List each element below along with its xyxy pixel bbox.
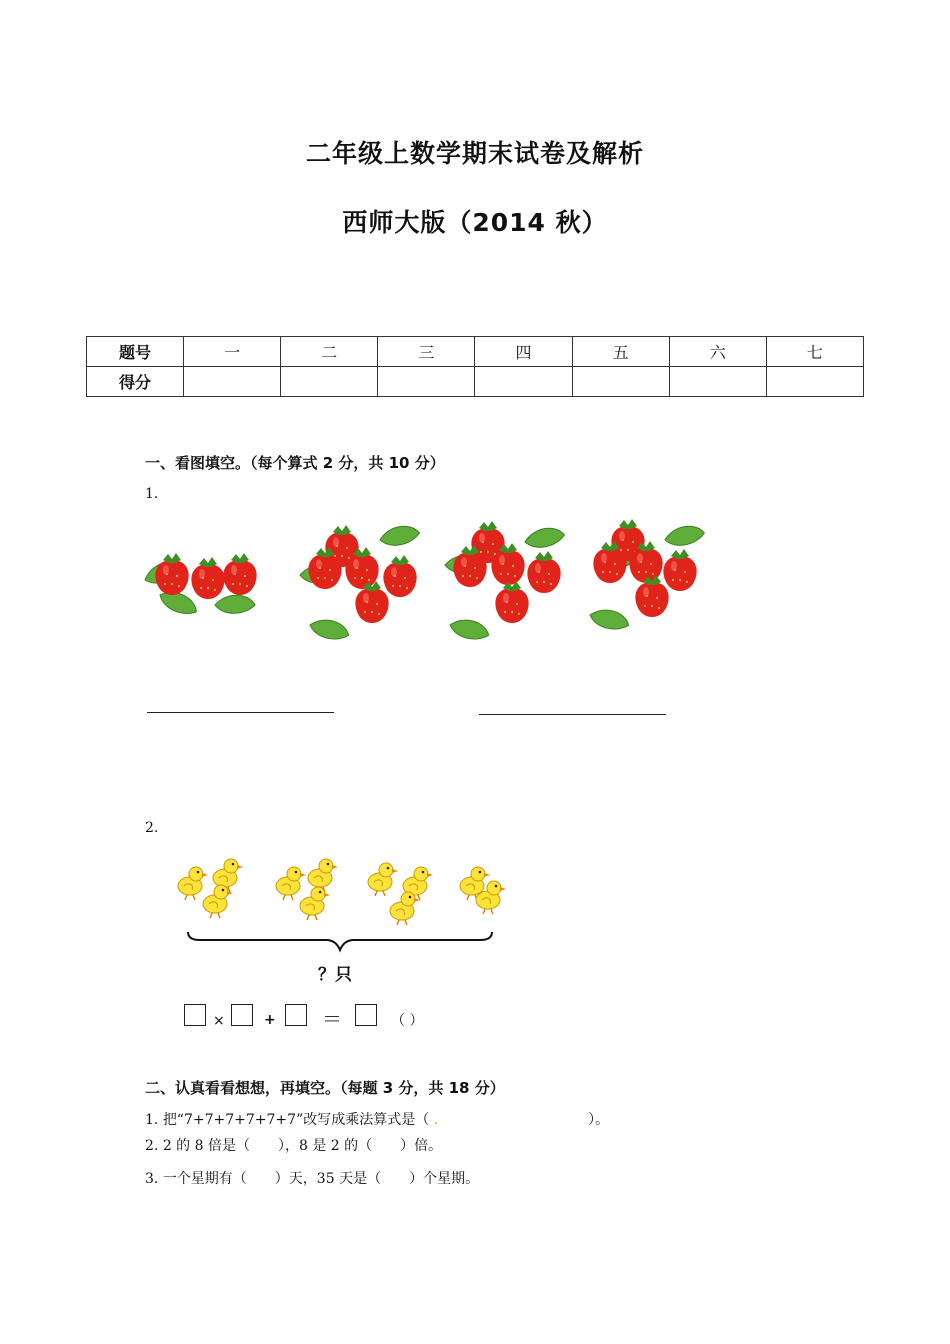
score-cell[interactable]: [572, 367, 669, 397]
equation-box[interactable]: [285, 1004, 307, 1026]
item-text: 把“7+7+7+7+7+7”改写成乘法算式是（: [162, 1112, 430, 1128]
equation-box[interactable]: [184, 1004, 206, 1026]
chick-group: [460, 867, 506, 914]
column-header: 四: [475, 337, 572, 367]
item-number: 1.: [145, 1112, 159, 1128]
curly-brace: [186, 930, 494, 954]
strawberry-group: [142, 553, 257, 619]
column-header: 二: [281, 337, 378, 367]
section-2-item-3: [145, 1168, 479, 1188]
score-cell[interactable]: [281, 367, 378, 397]
page-subtitle: 西师大版（2014 秋）: [342, 208, 608, 237]
question-2-number: 2.: [145, 820, 159, 836]
strawberry-group: [300, 523, 421, 643]
item-number: 3.: [145, 1171, 159, 1187]
chick-group: [178, 859, 243, 918]
score-cell[interactable]: [378, 367, 475, 397]
score-cell[interactable]: [766, 367, 863, 397]
chick-group: [276, 859, 338, 920]
answer-blank[interactable]: .: [433, 1112, 439, 1128]
score-cell[interactable]: [184, 367, 281, 397]
row-label-score: 得分: [87, 367, 184, 397]
item-text: 2 的 8 倍是（ ），8 是 2 的（ ）倍。: [162, 1138, 443, 1154]
column-header: 六: [669, 337, 766, 367]
score-table-header-row: [87, 337, 864, 367]
column-header: 七: [766, 337, 863, 367]
strawberry-group: [445, 521, 566, 643]
column-header: 三: [378, 337, 475, 367]
score-cell[interactable]: [669, 367, 766, 397]
column-header: 一: [184, 337, 281, 367]
item-text: 一个星期有（ ）天，35 天是（ ）个星期。: [162, 1171, 480, 1187]
score-cell[interactable]: [475, 367, 572, 397]
item-number: 2.: [145, 1138, 159, 1154]
answer-line[interactable]: [479, 714, 666, 715]
equation-box[interactable]: [231, 1004, 253, 1026]
chick-group: [368, 863, 433, 925]
score-table: [86, 336, 864, 397]
question-1-number: 1.: [145, 486, 159, 502]
section-2-item-2: [145, 1135, 442, 1155]
strawberry-illustration: [140, 520, 720, 660]
strawberry-group: [588, 519, 706, 633]
times-sign: ×: [213, 1013, 225, 1029]
score-table-score-row: [87, 367, 864, 397]
row-label-question-number: 题号: [87, 337, 184, 367]
brace-label: ？只: [318, 965, 352, 985]
section-2-item-1: [145, 1109, 609, 1129]
item-tail: ）。: [588, 1112, 610, 1128]
unit-blank[interactable]: （ ）: [391, 1013, 424, 1029]
equals-sign: ＝: [322, 1007, 342, 1031]
chick-illustration: [170, 852, 520, 927]
answer-line[interactable]: [147, 712, 334, 713]
section-2-heading: 二、认真看看想想，再填空。（每题 3 分，共 18 分）: [145, 1079, 505, 1097]
equation-box[interactable]: [355, 1004, 377, 1026]
page-title: 二年级上数学期末试卷及解析: [305, 139, 644, 168]
column-header: 五: [572, 337, 669, 367]
section-1-heading: 一、看图填空。（每个算式 2 分，共 10 分）: [145, 454, 445, 472]
plus-sign: +: [264, 1012, 276, 1028]
